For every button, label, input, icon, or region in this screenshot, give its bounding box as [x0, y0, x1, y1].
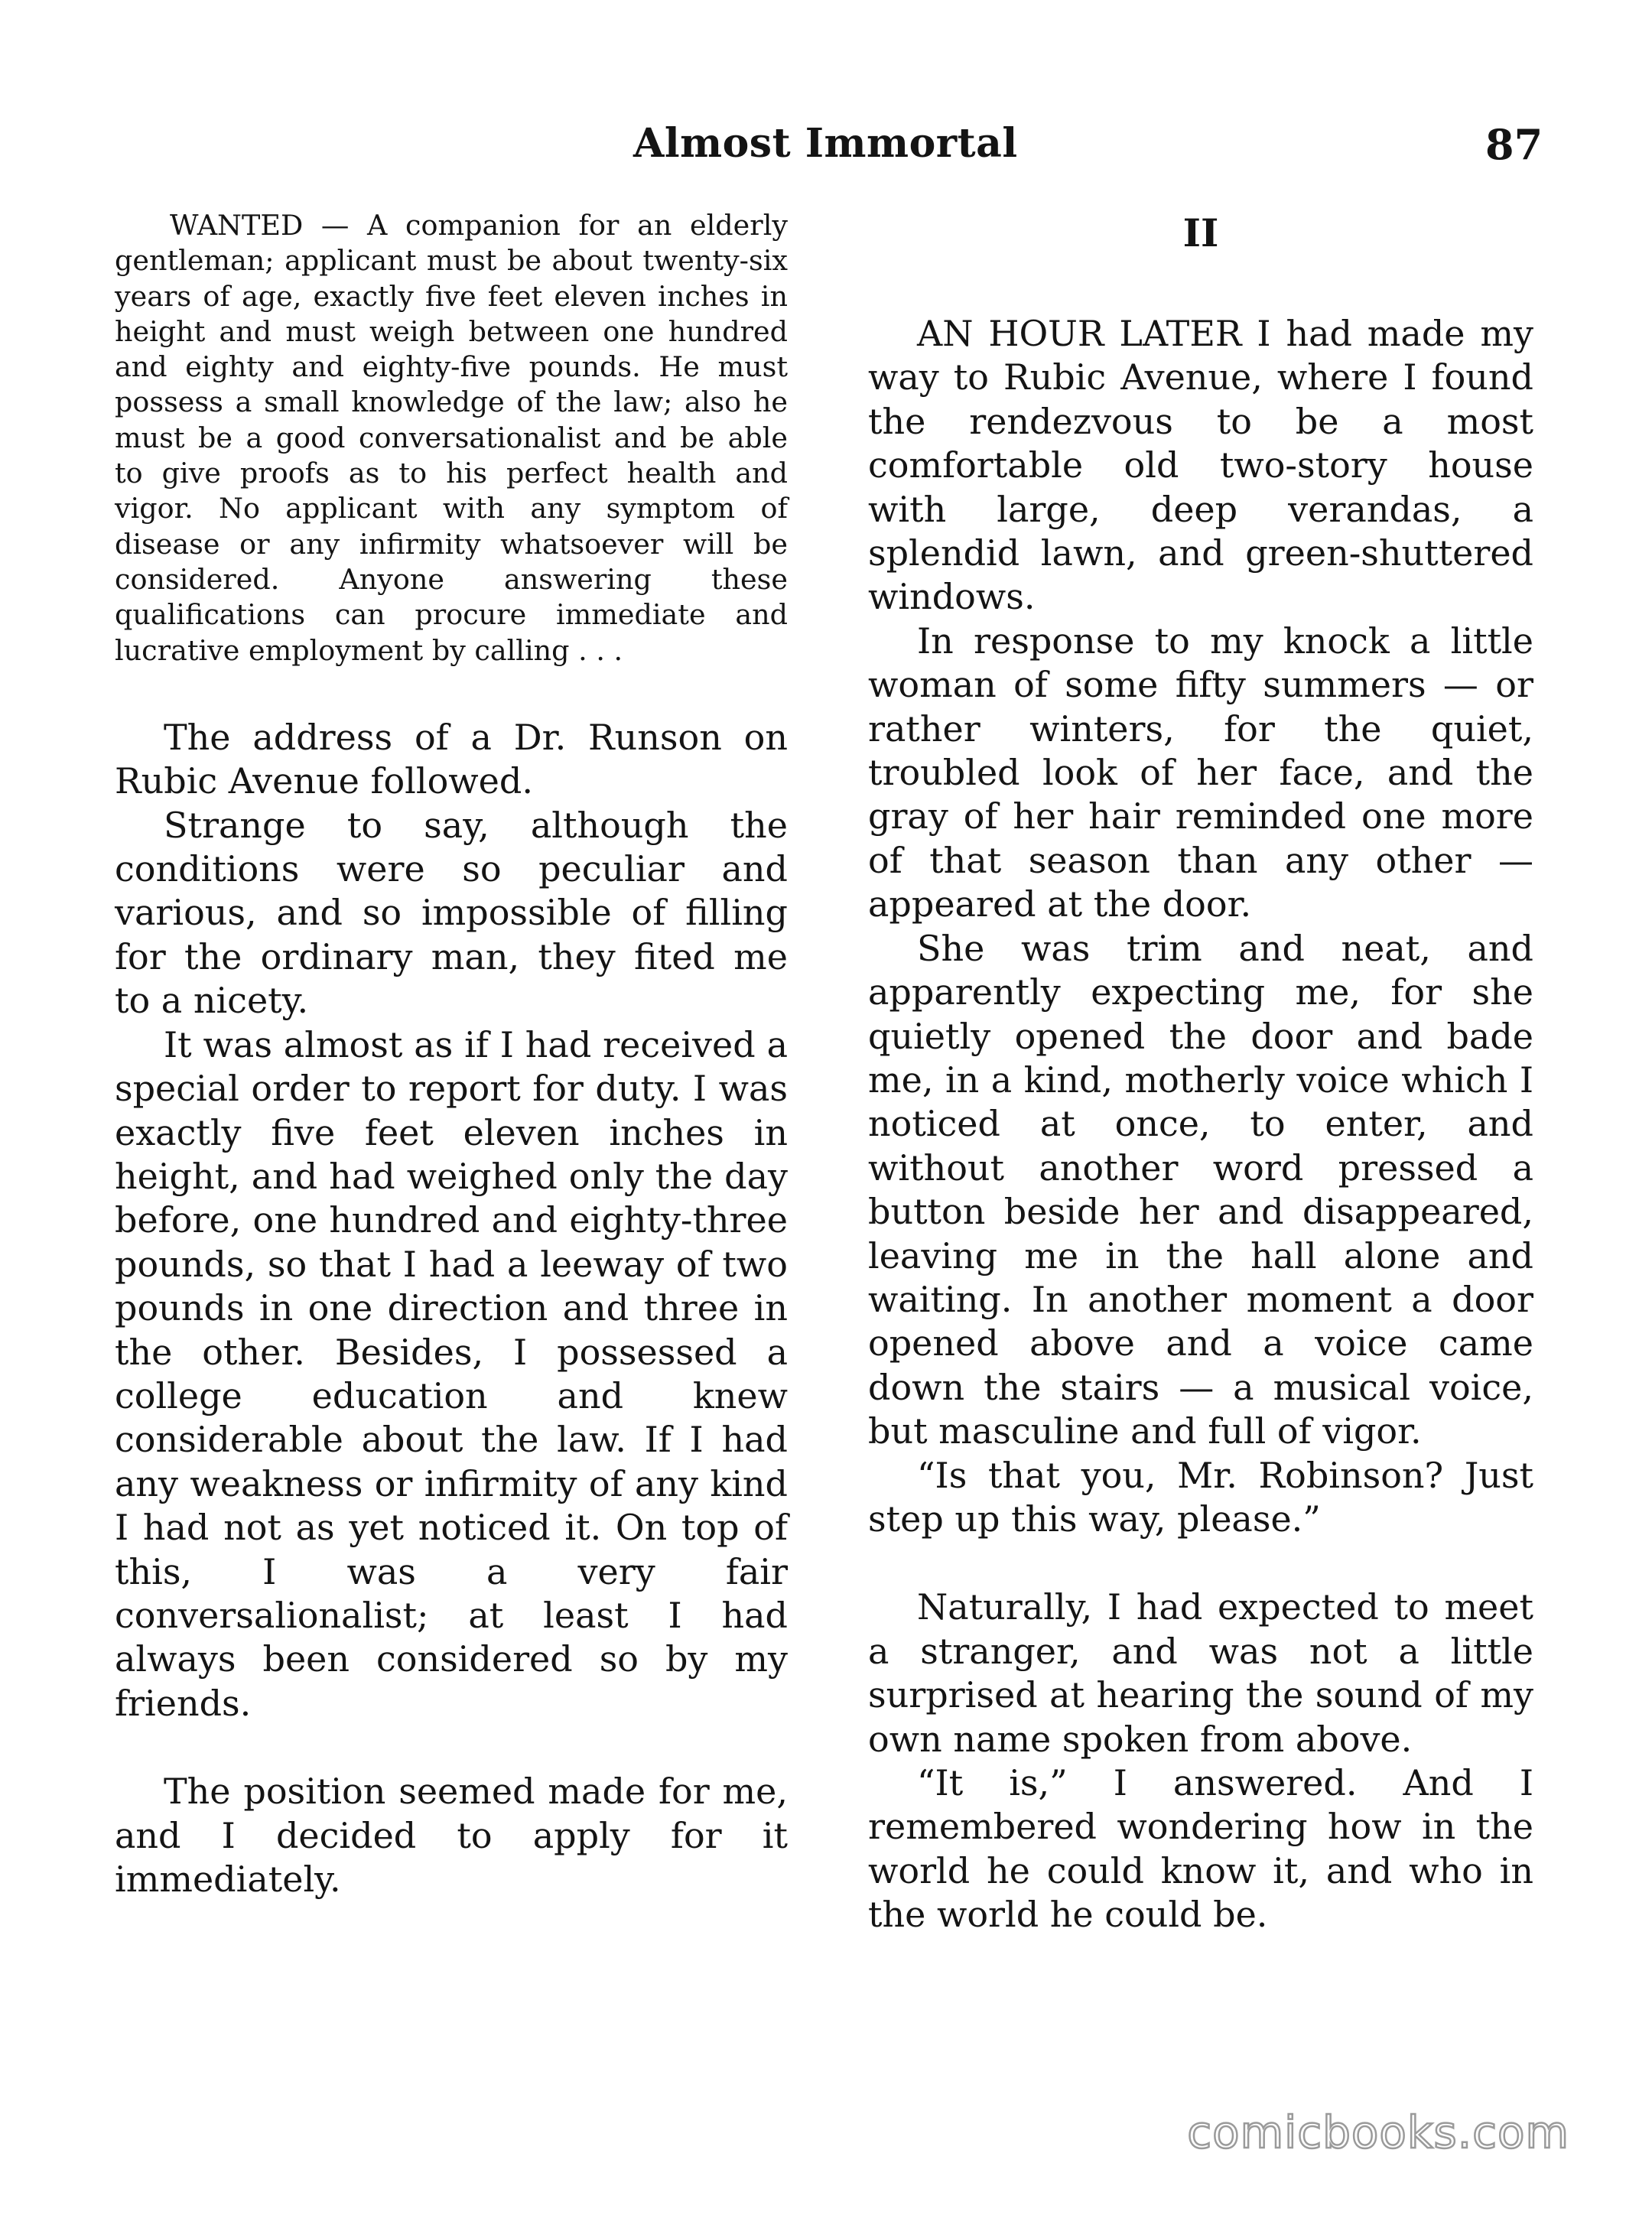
paragraph: The address of a Dr. Runson on Rubic Avenue followed. [115, 716, 788, 802]
paragraph: In response to my knock a little woman of some fifty summers — or rather winters, for the quiet, troubled look of her face, and the gray of her hair reminded one more of that season than any other — appeared at the door. [868, 620, 1533, 925]
paragraph: Strange to say, although the conditions were so peculiar and various, and so impossible of filling for the ordinary man, they fited me to a nicety. [115, 804, 788, 1022]
paragraph: The position seemed made for me, and I decided to apply for it immediately. [115, 1771, 788, 1901]
paragraph: AN HOUR LATER I had made my way to Rubic Avenue, where I found the rendezvous to be a most comfortable old two-story house with large, deep verandas, a splendid lawn, and green-shuttered windows. [868, 313, 1533, 618]
watermark-logo: comicbooks.com [1187, 2106, 1569, 2158]
paragraph: It was almost as if I had received a special order to report for duty. I was exactly five feet eleven inches in height, and had weighed only the day before, one hundred and eighty-three pounds, so that I had a leeway of two pounds in one direction and three in the other. Besides, I possessed a college education and knew considerable about the law. If I had any weakness or infirmity of any kind I had not as yet noticed it. On top of this, I was a very fair conversalionalist; at least I had always been considered so by my friends. [115, 1023, 788, 1724]
paragraph: “Is that you, Mr. Robinson? Just step up this way, please.” [868, 1454, 1533, 1540]
paragraph: Naturally, I had expected to meet a stranger, and was not a little surprised at hearing the sound of my own name spoken from above. [868, 1586, 1533, 1760]
section-heading: II [1182, 210, 1219, 255]
running-title: Almost Immortal [633, 120, 1018, 167]
page-number: 87 [1485, 120, 1543, 169]
paragraph: She was trim and neat, and apparently expecting me, for she quietly opened the door and bade me, in a kind, motherly voice which I noticed at once, to enter, and without another word pressed a button beside her and disappeared, leaving me in the hall alone and waiting. In another moment a door opened above and a voice came down the stairs — a musical voice, but masculine and full of vigor. [868, 927, 1533, 1452]
paragraph: “It is,” I answered. And I remembered wondering how in the world he could know it, and who in the world he could be. [868, 1762, 1533, 1936]
right-column [868, 208, 1533, 1937]
wanted-advertisement: WANTED — A companion for an elderly gentleman; applicant must be about twenty-six years of age, exactly five feet eleven inches in height and must weigh between one hundred and eighty and eighty-five pounds. He must possess a small knowledge of the law; also he must be a good conversationalist and be able to give proofs as to his perfect health and vigor. No applicant with any symptom of disease or any infirmity whatsoever will be considered. Anyone answering these qualifications can procure immediate and lucrative employment by calling . . . [115, 209, 788, 667]
left-column [115, 208, 788, 1901]
